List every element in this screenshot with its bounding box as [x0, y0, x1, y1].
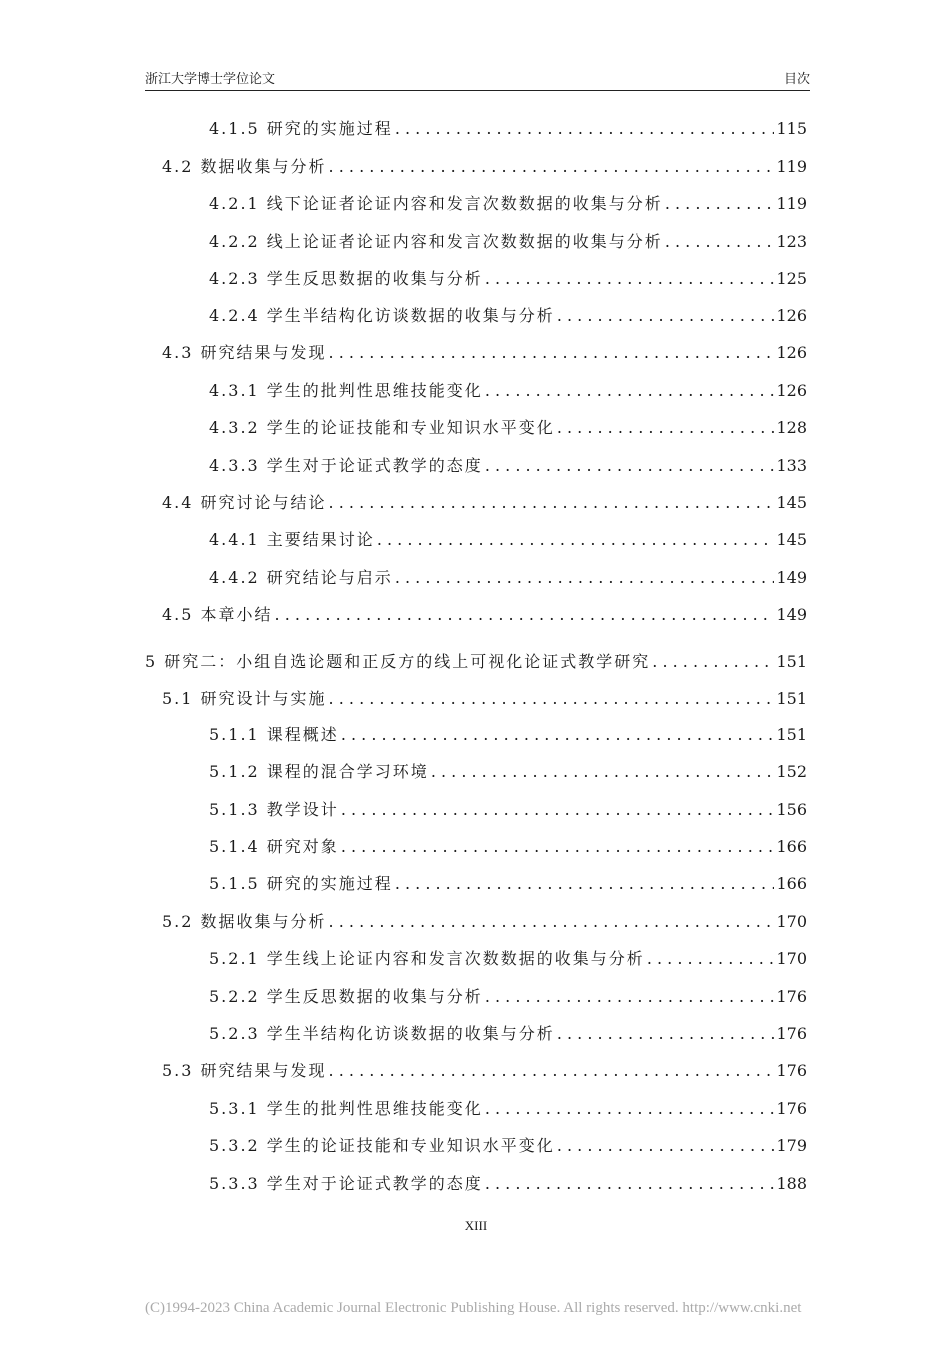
- toc-entry-label: 5.2.2 学生反思数据的收集与分析: [209, 987, 483, 1006]
- toc-entry-label: 4.2.1 线下论证者论证内容和发言次数数据的收集与分析: [209, 194, 663, 213]
- dot-leader: [665, 232, 775, 251]
- dot-leader: [485, 1174, 775, 1193]
- toc-entry[interactable]: [209, 303, 807, 327]
- toc-entry-label: 5.2.1 学生线上论证内容和发言次数数据的收集与分析: [209, 949, 645, 968]
- dot-leader: [431, 762, 775, 781]
- toc-entry[interactable]: [209, 378, 807, 402]
- toc-entry-page: 115: [776, 119, 807, 138]
- dot-leader: [395, 119, 775, 138]
- toc-entry[interactable]: [209, 565, 807, 589]
- toc-entry[interactable]: [209, 1171, 807, 1195]
- running-header: [145, 66, 810, 91]
- toc-entry-page: 166: [776, 837, 807, 856]
- dot-leader: [557, 1136, 775, 1155]
- dot-leader: [652, 652, 774, 671]
- toc-entry-label: 4.1.5 研究的实施过程: [209, 119, 393, 138]
- page-number: XIII: [464, 1218, 488, 1233]
- dot-leader: [329, 1061, 775, 1080]
- dot-leader: [485, 381, 775, 400]
- toc-entry[interactable]: [162, 340, 807, 364]
- toc-entry-label: 5.3.3 学生对于论证式教学的态度: [209, 1174, 483, 1193]
- toc-entry[interactable]: [209, 116, 807, 140]
- dot-leader: [329, 912, 775, 931]
- dot-leader: [377, 530, 775, 549]
- toc-entry-page: 176: [776, 987, 807, 1006]
- toc-entry-page: 125: [776, 269, 807, 288]
- toc-entry-page: 126: [776, 306, 807, 325]
- toc-entry[interactable]: [162, 490, 807, 514]
- toc-entry-label: 4.3.3 学生对于论证式教学的态度: [209, 456, 483, 475]
- toc-entry-page: 126: [776, 381, 807, 400]
- toc-entry-page: 151: [776, 689, 807, 708]
- toc-entry[interactable]: [209, 527, 807, 551]
- toc-entry-label: 4.2.2 线上论证者论证内容和发言次数数据的收集与分析: [209, 232, 663, 251]
- toc-entry-label: 5.1.4 研究对象: [209, 837, 339, 856]
- toc-entry-label: 4.4 研究讨论与结论: [162, 493, 327, 512]
- toc-entry-page: 166: [776, 874, 807, 893]
- toc-entry-page: 123: [776, 232, 807, 251]
- toc-entry-page: 170: [776, 912, 807, 931]
- toc-entry-label: 4.3.2 学生的论证技能和专业知识水平变化: [209, 418, 555, 437]
- dot-leader: [329, 493, 775, 512]
- toc-entry[interactable]: [209, 871, 807, 895]
- copyright-watermark: (C)1994-2023 China Academic Journal Electronic Publishing House. All rights reserved. http://www.cnki.net: [145, 1300, 802, 1316]
- toc-entry-label: 4.4.2 研究结论与启示: [209, 568, 393, 587]
- dot-leader: [329, 689, 775, 708]
- toc-entry-label: 4.4.1 主要结果讨论: [209, 530, 375, 549]
- toc-entry-label: 5.3 研究结果与发现: [162, 1061, 327, 1080]
- toc-entry-label: 4.3.1 学生的批判性思维技能变化: [209, 381, 483, 400]
- toc-entry-page: 149: [776, 568, 807, 587]
- dot-leader: [341, 837, 775, 856]
- toc-entry-label: 5.1.5 研究的实施过程: [209, 874, 393, 893]
- toc-entry[interactable]: [209, 759, 807, 783]
- toc-entry-page: 176: [776, 1061, 807, 1080]
- toc-entry[interactable]: [209, 266, 807, 290]
- dot-leader: [485, 987, 775, 1006]
- toc-entry-page: 152: [776, 762, 807, 781]
- dot-leader: [329, 343, 775, 362]
- toc-entry-label: 5.3.1 学生的批判性思维技能变化: [209, 1099, 483, 1118]
- dot-leader: [485, 269, 775, 288]
- dot-leader: [557, 1024, 775, 1043]
- dot-leader: [647, 949, 775, 968]
- toc-entry-page: 176: [776, 1099, 807, 1118]
- toc-entry[interactable]: [209, 1133, 807, 1157]
- toc-entry-page: 119: [776, 194, 807, 213]
- toc-entry[interactable]: [162, 154, 807, 178]
- toc-entry[interactable]: [145, 649, 807, 673]
- header-section-name: 目次: [783, 72, 810, 87]
- dot-leader: [341, 725, 775, 744]
- dot-leader: [395, 568, 775, 587]
- toc-entry-page: 133: [776, 456, 807, 475]
- header-thesis-title: 浙江大学博士学位论文: [145, 72, 276, 87]
- toc-entry[interactable]: [209, 415, 807, 439]
- toc-entry-label: 5.1.3 教学设计: [209, 800, 339, 819]
- toc-entry[interactable]: [209, 984, 807, 1008]
- toc-entry-page: 145: [776, 530, 807, 549]
- toc-entry-page: 145: [776, 493, 807, 512]
- toc-entry-page: 176: [776, 1024, 807, 1043]
- toc-entry-page: 128: [776, 418, 807, 437]
- toc-entry-label: 5.1 研究设计与实施: [162, 689, 327, 708]
- toc-entry[interactable]: [162, 1058, 807, 1082]
- toc-entry-label: 4.3 研究结果与发现: [162, 343, 327, 362]
- toc-entry[interactable]: [209, 1021, 807, 1045]
- toc-entry-page: 156: [776, 800, 807, 819]
- toc-entry[interactable]: [162, 686, 807, 710]
- toc-entry-page: 149: [776, 605, 807, 624]
- toc-entry-page: 170: [776, 949, 807, 968]
- toc-entry[interactable]: [162, 602, 807, 626]
- toc-entry-label: 5 研究二：小组自选论题和正反方的线上可视化论证式教学研究: [145, 652, 651, 671]
- toc-entry-page: 119: [776, 157, 807, 176]
- dot-leader: [341, 800, 775, 819]
- dot-leader: [665, 194, 775, 213]
- toc-entry-page: 188: [776, 1174, 807, 1193]
- toc-entry-label: 4.5 本章小结: [162, 605, 273, 624]
- toc-entry-label: 4.2.3 学生反思数据的收集与分析: [209, 269, 483, 288]
- toc-entry-page: 179: [776, 1136, 807, 1155]
- toc-entry-label: 5.1.2 课程的混合学习环境: [209, 762, 429, 781]
- toc-entry[interactable]: [162, 909, 807, 933]
- toc-entry-page: 151: [776, 652, 807, 671]
- toc-entry-label: 5.2.3 学生半结构化访谈数据的收集与分析: [209, 1024, 555, 1043]
- dot-leader: [485, 1099, 775, 1118]
- toc-entry-label: 4.2 数据收集与分析: [162, 157, 327, 176]
- toc-entry[interactable]: [209, 834, 807, 858]
- dot-leader: [557, 306, 775, 325]
- toc-entry[interactable]: [209, 722, 807, 746]
- toc-entry-page: 126: [776, 343, 807, 362]
- dot-leader: [329, 157, 775, 176]
- dot-leader: [395, 874, 775, 893]
- toc-entry[interactable]: [209, 453, 807, 477]
- toc-entry[interactable]: [209, 946, 807, 970]
- dot-leader: [557, 418, 775, 437]
- toc-entry-label: 4.2.4 学生半结构化访谈数据的收集与分析: [209, 306, 555, 325]
- toc-entry-page: 151: [776, 725, 807, 744]
- toc-entry-label: 5.2 数据收集与分析: [162, 912, 327, 931]
- toc-entry[interactable]: [209, 229, 807, 253]
- toc-entry[interactable]: [209, 191, 807, 215]
- dot-leader: [485, 456, 775, 475]
- toc-entry-label: 5.1.1 课程概述: [209, 725, 339, 744]
- toc-entry[interactable]: [209, 1096, 807, 1120]
- toc-entry[interactable]: [209, 797, 807, 821]
- dot-leader: [275, 605, 775, 624]
- toc-entry-label: 5.3.2 学生的论证技能和专业知识水平变化: [209, 1136, 555, 1155]
